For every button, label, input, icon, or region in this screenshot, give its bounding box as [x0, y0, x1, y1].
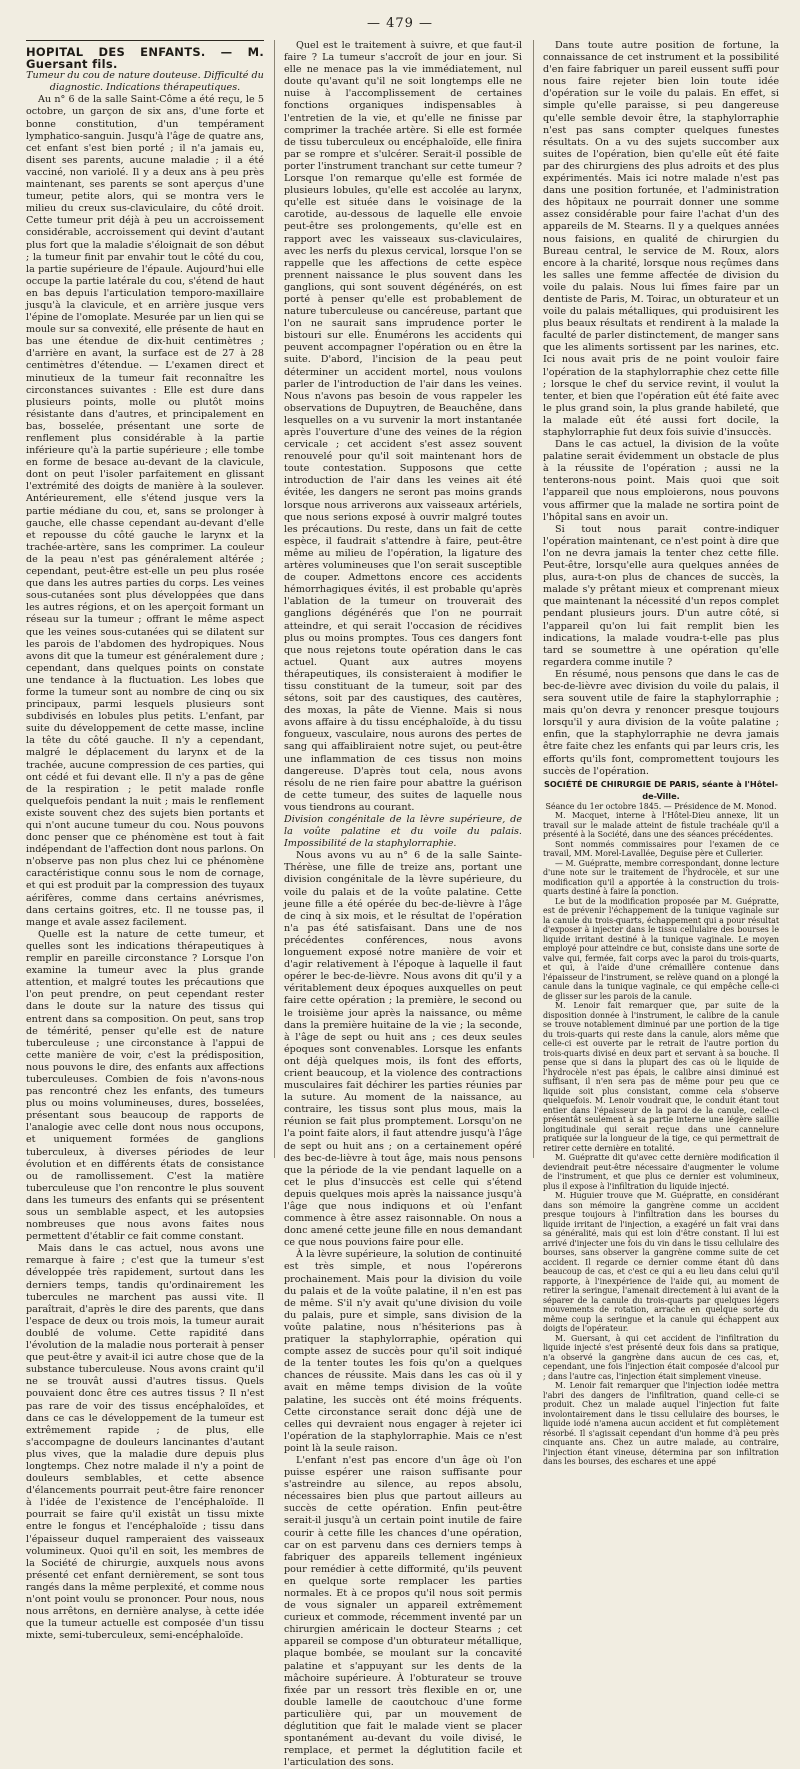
- minutes-paragraph: M. Guépratte dit qu'avec cette dernière modification il deviendrait peut-être nécessaire d'augmenter le volume de l'instrument, et que plus ce dernier est volumineux, plus il expose à l'infiltration du liquide injecté.: [543, 1153, 779, 1191]
- column-2: [284, 40, 522, 1769]
- minutes-paragraph: Le but de la modification proposée par M. Guépratte, est de prévenir l'échappement de la tunique vaginale sur la canule du trois-quarts, échappement qui a pour résultat d'exposer à injecter dans le tissu cellulaire des bourses le liquide irritant destiné à la tunique vaginale. Le moyen employé pour atteindre ce but, consiste dans une sorte de valve qui, fermée, fait corps avec la paroi du trois-quarts, et qui, à l'aide d'une crémaillère contenue dans l'épaisseur de l'instrument, se relève quand on a plongé la canule dans la tunique vaginale, ce qui empêche celle-ci de glisser sur les parois de la canule.: [543, 896, 779, 1001]
- minutes-paragraph: Sont nommés commissaires pour l'examen de ce travail, MM. Morel-Lavallée, Deguise père et Cullerier.: [543, 839, 779, 859]
- article-paragraph: Quelle est la nature de cette tumeur, et quelles sont les indications thérapeutiques à remplir en pareille circonstance ? Lorsque l'on examine la tumeur avec la plus grande attention, et malgré toutes les précautions que l'on peut prendre, on peut cependant rester dans le doute sur la nature des tissus qui entrent dans sa composition. On peut, sans trop de témérité, penser qu'elle est de nature tuberculeuse ; une circonstance à l'appui de cette manière de voir, c'est la prédisposition, nous pouvons le dire, des enfants aux affections tuberculeuses. Combien de fois n'avons-nous pas rencontré chez les enfants, des tumeurs plus ou moins volumineuses, dures, bosselées, présentant sous beaucoup de rapports de l'analogie avec celle dont nous nous occupons, et uniquement formées de ganglions tuberculeux, à diverses périodes de leur évolution et en différents états de consistance ou de ramollissement. C'est la matière tuberculeuse que l'on rencontre le plus souvent dans les tumeurs des enfants qui se présentent sous un semblable aspect, et les autopsies nombreuses que nous avons faites nous permettent d'établir ce fait comme constant.: [26, 928, 264, 1243]
- article-paragraph: Quel est le traitement à suivre, et que faut-il faire ? La tumeur s'accroît de jour en jour. Si elle ne menace pas la vie immédiatement, nul doute qu'avant qu'il ne soit longtemps elle ne nuise à l'accomplissement de certaines fonctions organiques indispensables à l'entretien de la vie, et qu'elle ne finisse par comprimer la trachée artère. Si elle est formée de tissu tuberculeux ou encéphaloïde, elle finira par se rompre et s'ulcérer. Serait-il possible de porter l'instrument tranchant sur cette tumeur ? Lorsque l'on remarque qu'elle est formée de plusieurs lobules, qu'elle est accolée au larynx, qu'elle est située dans le voisinage de la carotide, au-dessous de laquelle elle envoie peut-être ses prolongements, qu'elle est en rapport avec les vaisseaux sus-claviculaires, avec les nerfs du plexus cervical, lorsque l'on se rappelle que les affections de cette espèce prennent naissance le plus souvent dans les ganglions, qui sont souvent dégénérés, on est porté à penser qu'elle est probablement de nature tuberculeuse ou cancéreuse, partant que l'on ne saurait sans imprudence porter le bistouri sur elle. Énumérons les accidents qui peuvent accompagner l'opération ou en être la suite. D'abord, l'incision de la peau peut déterminer un accident mortel, nous voulons parler de l'introduction de l'air dans les veines. Nous n'avons pas besoin de vous rappeler les observations de Dupuytren, de Beauchêne, dans lesquelles on a vu survenir la mort instantanée après l'ouverture d'une des veines de la région cervicale ; cet accident s'est assez souvent renouvelé pour qu'il soit maintenant hors de toute contestation. Supposons que cette introduction de l'air dans les veines ait été évitée, les dangers ne seront pas moins grands lorsque nous arriverons aux vaisseaux artériels, que nous serions exposé à ouvrir malgré toutes les précautions. Du reste, dans un fait de cette espèce, il faudrait s'attendre à faire, peut-être même au milieu de l'opération, la ligature des artères volumineuses que l'on serait susceptible de couper. Admettons encore ces accidents hémorrhagiques évités, il est probable qu'après l'ablation de la tumeur on trouverait des ganglions dégénérés que l'on ne pourrait atteindre, et qui serait l'occasion de récidives plus ou moins promptes. Tous ces dangers font que nous rejetons toute opération dans le cas actuel. Quant aux autres moyens thérapeutiques, ils consisteraient à modifier le tissu constituant de la tumeur, soit par des sétons, soit par des caustiques, des cautères, des moxas, la pâte de Vienne. Mais si nous avons affaire à du tissu encéphaloïde, à du tissu fongueux, vasculaire, nous aurons des pertes de sang qui affaibliraient notre sujet, ou peut-être une inflammation de ces tissus non moins dangereuse. D'après tout cela, nous avons résolu de ne rien faire pour abattre la guérison de cette tumeur, des suites de laquelle nous vous tiendrons au courant.: [284, 40, 522, 813]
- article-paragraph: Si tout nous parait contre-indiquer l'opération maintenant, ce n'est point à dire que l'on ne devra jamais la tenter chez cette fille. Peut-être, lorsqu'elle aura quelques années de plus, aura-t-on plus de chances de succès, la malade s'y prêtant mieux et comprenant mieux que maintenant la nécessité d'un repos complet pendant plusieurs jours. D'un autre côté, si l'appareil qu'on lui fait remplit bien les indications, la malade voudra-t-elle pas plus tard se soumettre à une opération qu'elle regardera comme inutile ?: [543, 523, 779, 668]
- hospital-subtitle: Tumeur du cou de nature douteuse. Difficulté du diagnostic. Indications thérapeutiques.: [26, 70, 264, 94]
- column-3: [543, 40, 779, 1467]
- article-paragraph: Dans toute autre position de fortune, la connaissance de cet instrument et la possibilité d'en faire fabriquer un pareil eussent suffi pour nous faire rejeter bien loin toute idée d'opération sur le voile du palais. En effet, si simple qu'elle paraisse, si peu dangereuse qu'elle semble devoir être, la staphylorraphie n'est pas sans compter quelques funestes résultats. On a vu des sujets succomber aux suites de l'opération, bien qu'elle eût été faite par des chirurgiens des plus adroits et des plus expérimentés. Mais ici notre malade n'est pas dans une position fortunée, et l'administration des hôpitaux ne pourrait donner une somme assez considérable pour faire l'achat d'un des appareils de M. Stearns. Il y a quelques années nous faisions, en qualité de chirurgien du Bureau central, le service de M. Roux, alors encore à la charité, lorsque nous reçûmes dans les salles une femme affectée de division du voile du palais. Nous lui fîmes faire par un dentiste de Paris, M. Toirac, un obturateur et un voile du palais métalliques, qui produisirent les plus beaux résultats et rendirent à la malade la faculté de parler distinctement, de manger sans que les aliments sortissent par les narines, etc. Ici nous avait pris de ne point vouloir faire l'opération de la staphylorraphie chez cette fille ; lorsque le chef du service revint, il voulut la tenter, et bien que l'opération eût été faite avec le plus grand soin, la plus grande habileté, que la malade eût été aussi fort docile, la staphylorraphie fut deux fois suivie d'insuccès.: [543, 40, 779, 438]
- page-number: — 479 —: [366, 16, 434, 31]
- minutes-paragraph: M. Guersant, à qui cet accident de l'infiltration du liquide injecté s'est présenté deux fois dans sa pratique, n'a observé la gangrène dans aucun de ces cas, et, cependant, une fois l'injection était composée d'alcool pur ; dans l'autre cas, l'injection était simplement vineuse.: [543, 1333, 779, 1381]
- minutes-paragraph: M. Lenoir fait remarquer que l'injection iodée mettra l'abri des dangers de l'infiltration, quand celle-ci se produit. Chez un malade auquel l'injection fut faite involontairement dans le tissu cellulaire des bourses, le liquide iodé n'amena aucun accident et fut complètement résorbé. Il s'agissait cependant d'un homme d'à peu près cinquante ans. Chez un autre malade, au contraire, l'injection étant vineuse, détermina par son infiltration dans les bourses, des eschares et une appé: [543, 1381, 779, 1467]
- article-paragraph: Mais dans le cas actuel, nous avons une remarque à faire ; c'est que la tumeur s'est développée très rapidement, surtout dans les derniers temps, tandis qu'ordinairement les tubercules ne marchent pas aussi vite. Il paraîtrait, d'après le dire des parents, que dans l'espace de deux ou trois mois, la tumeur aurait doublé de volume. Cette rapidité dans l'évolution de la maladie nous porterait à penser que peut-être y avait-il ici autre chose que de la substance tuberculeuse. Nous avons craint qu'il ne se trouvât aussi d'autres tissus. Quels pouvaient donc être ces autres tissus ? Il n'est pas rare de voir des tissus encéphaloïdes, et dans ce cas le développement de la tumeur est extrêmement rapide ; de plus, elle s'accompagne de douleurs lancinantes d'autant plus vives, que la maladie dure depuis plus longtemps. Chez notre malade il n'y a point de douleurs semblables, et cette absence d'élancements pourrait peut-être faire renoncer à l'idée de l'existence de l'encéphaloïde. Il pourrait se faire qu'il existât un tissu mixte entre le fongus et l'encéphaloïde ; tissu dans l'épaisseur duquel ramperaient des vaisseaux volumineux. Quoi qu'il en soit, les membres de la Société de chirurgie, auxquels nous avons présenté cet enfant dernièrement, se sont tous rangés dans la même perplexité, et comme nous n'ont point voulu se prononcer. Pour nous, nous nous arrêtons, en dernière analyse, à cette idée que la tumeur actuelle est composée d'un tissu mixte, semi-tuberculeux, semi-encéphaloïde.: [26, 1243, 264, 1642]
- society-heading: SOCIÉTÉ DE CHIRURGIE DE PARIS, séante à l'Hôtel-de-Ville.: [543, 778, 779, 801]
- division-heading: Division congénitale de la lèvre supérieure, de la voûte palatine et du voile du palais. Impossibilité de la staphylorraphie.: [284, 814, 522, 850]
- article-paragraph: En résumé, nous pensons que dans le cas de bec-de-lièvre avec division du voile du palais, il sera souvent utile de faire la staphylorraphie ; mais qu'on devra y renoncer presque toujours lorsqu'il y aura division de la voûte palatine ; enfin, que la staphylorraphie ne devra jamais être faite chez les enfants qui par leurs cris, les efforts qu'ils font, compromettent toujours les succès de l'opération.: [543, 668, 779, 777]
- column-divider: [274, 40, 275, 1158]
- minutes-paragraph: M. Macquet, interne à l'Hôtel-Dieu annexe, lit un travail sur le malade atteint de fistule trachéale qu'il a présenté à la Société, dans une des séances précédentes.: [543, 811, 779, 840]
- article-paragraph: Au n° 6 de la salle Saint-Côme a été reçu, le 5 octobre, un garçon de six ans, d'une forte et bonne constitution, d'un tempérament lymphatico-sanguin. Jusqu'à l'âge de quatre ans, cet enfant s'est bien porté ; il n'a jamais eu, disent ses parents, aucune maladie ; il a été vacciné, non variolé. Il y a deux ans à peu près maintenant, ses parents se sont aperçus d'une tumeur, petite alors, qui se montra vers le milieu du creux sus-claviculaire, du côté droit. Cette tumeur prit déjà à peu un accroissement considérable, accroissement qui devint d'autant plus fort que la maladie s'éloignait de son début ; la tumeur finit par envahir tout le côté du cou, la partie supérieure de l'épaule. Aujourd'hui elle occupe la partie latérale du cou, s'étend de haut en bas depuis l'articulation temporo-maxillaire jusqu'à la clavicule, et en arrière jusque vers l'épine de l'omoplate. Mesurée par un lien qui se moule sur sa convexité, elle présente de haut en bas une étendue de dix-huit centimètres ; d'arrière en avant, la surface est de 27 à 28 centimètres d'étendue. — L'examen direct et minutieux de la tumeur fait reconnaître les circonstances suivantes : Elle est dure dans plusieurs points, molle ou plutôt moins résistante dans d'autres, et principalement en bas, bosselée, présentant une sorte de renflement plus considérable à la partie inférieure qu'à la partie supérieure ; elle tombe en forme de besace au-devant de la clavicule, dont on peut l'isoler parfaitement en glissant l'extrémité des doigts de manière à la soulever. Antérieurement, elle s'étend jusque vers la partie médiane du cou, et, sans se prolonger à gauche, elle chasse cependant au-devant d'elle et repousse du côté gauche le larynx et la trachée-artère, sans les comprimer. La couleur de la peau n'est pas généralement altérée ; cependant, peut-être est-elle un peu plus rosée que dans les autres parties du corps. Les veines sous-cutanées sont plus développées que dans les autres régions, et on les aperçoit formant un réseau sur la tumeur ; offrant le même aspect que les veines sous-cutanées qui se dilatent sur les parois de l'abdomen des hydropiques. Nous avons dit que la tumeur est généralement dure ; cependant, dans quelques points on constate une tendance à la fluctuation. Les lobes que forme la tumeur sont au nombre de cinq ou six principaux, parmi lesquels plusieurs sont subdivisés en lobules plus petits. L'enfant, par suite du développement de cette masse, incline la tête du côté gauche. Il n'y a cependant, malgré le déplacement du larynx et de la trachée, aucune compression de ces parties, qui ont cédé et fui devant elle. Il n'y a pas de gêne de la respiration ; le petit malade ronfle quelquefois pendant la nuit ; mais le renflement existe souvent chez des sujets bien portants et qui n'ont aucune tumeur du cou. Nous pouvons donc penser que ce phénomène est tout à fait indépendant de l'affection dont nous parlons. On n'observe pas non plus chez lui ce phénomène caractéristique connu sous le nom de cornage, et qui est produit par la compression des tuyaux aérifères, comme dans certains anévrismes, dans certains goitres, etc. Il ne tousse pas, il mange et avale assez facilement.: [26, 94, 264, 928]
- hospital-section-title: HOPITAL DES ENFANTS. — M. Guersant fils.: [26, 40, 264, 70]
- column-1: [26, 40, 264, 1642]
- minutes-paragraph: — M. Guépratte, membre correspondant, donne lecture d'une note sur le traitement de l'hydrocèle, et sur une modification qu'il a apportée à la construction du trois-quarts destiné à faire la ponction.: [543, 858, 779, 897]
- article-paragraph: Nous avons vu au n° 6 de la salle Sainte-Thérèse, une fille de treize ans, portant une division congénitale de la lèvre supérieure, du voile du palais et de la voûte palatine. Cette jeune fille a été opérée du bec-de-lièvre à l'âge de cinq à six mois, et le résultat de l'opération n'a pas été satisfaisant. Dans une de nos précédentes conférences, nous avons longuement exposé notre manière de voir et d'agir relativement à l'époque à laquelle il faut opérer le bec-de-lièvre. Nous avons dit qu'il y a véritablement deux époques auxquelles on peut faire cette opération ; la première, le second ou le troisième jour après la naissance, ou même dans la première huitaine de la vie ; la seconde, à l'âge de sept ou huit ans ; ces deux seules époques sont convenables. Lorsque les enfants ont déjà quelques mois, ils font des efforts, crient beaucoup, et la violence des contractions musculaires fait déchirer les parties réunies par la suture. Au moment de la naissance, au contraire, les tissus sont plus mous, mais la réunion se fait plus promptement. Lorsqu'on ne l'a point faite alors, il faut attendre jusqu'à l'âge de sept ou huit ans ; on a certainement opéré des bec-de-lièvre à tout âge, mais nous pensons que la période de la vie pendant laquelle on a cet le plus d'insuccès est celle qui s'étend depuis quelques mois après la naissance jusqu'à l'âge que nous indiquons et où l'enfant commence à être assez raisonnable. On nous a donc amené cette jeune fille en nous demandant ce que nous pouvions faire pour elle.: [284, 850, 522, 1249]
- column-divider: [533, 40, 534, 1158]
- article-paragraph: L'enfant n'est pas encore d'un âge où l'on puisse espérer une raison suffisante pour s'astreindre au silence, au repos absolu, nécessaires bien plus que partout ailleurs au succès de cette opération. Enfin peut-être serait-il jusqu'à un certain point inutile de faire courir à cette fille les chances d'une opération, car on est parvenu dans ces derniers temps à fabriquer des appareils tellement ingénieux pour remédier à cette difformité, qu'ils peuvent en quelque sorte remplacer les parties normales. Et à ce propos qu'il nous soit permis de vous signaler un appareil extrêmement curieux et commode, récemment inventé par un chirurgien américain le docteur Stearns ; cet appareil se compose d'un obturateur métallique, plaque bombée, se moulant sur la concavité palatine et s'appuyant sur les dents de la mâchoire supérieure. À l'obturateur se trouve fixée par un ressort très flexible en or, une double lamelle de caoutchouc d'une forme particulière qui, par un mouvement de déglutition que fait le malade vient se placer spontanément au-devant du voile divisé, le remplace, et permet la déglutition facile et l'articulation des sons.: [284, 1454, 522, 1769]
- minutes-paragraph: M. Huguier trouve que M. Guépratte, en considérant dans son mémoire la gangrène comme un accident presque toujours à l'infiltration dans les bourses du liquide irritant de l'injection, a exagéré un fait vrai dans sa généralité, mais qui est loin d'être constant. Il lui est arrivé d'injecter une fois du vin dans le tissu cellulaire des bourses, sans observer la gangrène comme suite de cet accident. Il regarde ce dernier comme étant dû dans beaucoup de cas, et c'est ce qui a eu lieu dans celui qu'il rapporte, à l'inexpérience de l'aide qui, au moment de retirer la seringue, l'amenait directement à lui avant de la séparer de la canule du trois-quarts par quelques légers mouvements de rotation, arrache en quelque sorte du même coup la seringue et la canule qui échappent aux doigts de l'opérateur.: [543, 1191, 779, 1334]
- article-paragraph: À la lèvre supérieure, la solution de continuité est très simple, et nous l'opérerons prochainement. Mais pour la division du voile du palais et de la voûte palatine, il n'en est pas de même. S'il n'y avait qu'une division du voile du palais, pure et simple, sans division de la voûte palatine, nous n'hésiterions pas à pratiquer la staphylorraphie, opération qui compte assez de succès pour qu'il soit indiqué de la tenter toutes les fois qu'on a quelques chances de réussite. Mais dans les cas où il y avait en même temps division de la voûte palatine, les succès ont été moins fréquents. Cette circonstance serait donc déjà une de celles qui devraient nous engager à rejeter ici l'opération de la staphylorraphie. Mais ce n'est point là la seule raison.: [284, 1249, 522, 1454]
- article-paragraph: Dans le cas actuel, la division de la voûte palatine serait évidemment un obstacle de plus à la réussite de l'opération ; aussi ne la tenterons-nous point. Mais quoi que soit l'appareil que nous emploierons, nous pouvons vous affirmer que la malade ne sortira point de l'hôpital sans en avoir un.: [543, 439, 779, 523]
- minutes-paragraph: M. Lenoir fait remarquer que, par suite de la disposition donnée à l'instrument, le calibre de la canule se trouve notablement diminué par une portion de la tige du trois-quarts qui reste dans la canule, alors même que celle-ci est ouverte par le retrait de l'autre portion du trois-quarts divisé en deux part et servant à sa bouche. Il pense que si dans la plupart des cas où le liquide de l'hydrocèle n'est pas épais, le calibre ainsi diminué est suffisant, il n'en sera pas de même pour peu que ce liquide soit plus consistant, comme cela s'observe quelquefois. M. Lenoir voudrait que, le conduit étant tout entier dans l'épaisseur de la paroi de la canule, celle-ci présentât seulement à sa partie interne une légère saillie longitudinale qui serait reçue dans une cannelure pratiquée sur la longueur de la tige, ce qui permettrait de retirer cette dernière en totalité.: [543, 1001, 779, 1153]
- seance-line: Séance du 1er octobre 1845. — Présidence de M. Monod.: [545, 801, 777, 811]
